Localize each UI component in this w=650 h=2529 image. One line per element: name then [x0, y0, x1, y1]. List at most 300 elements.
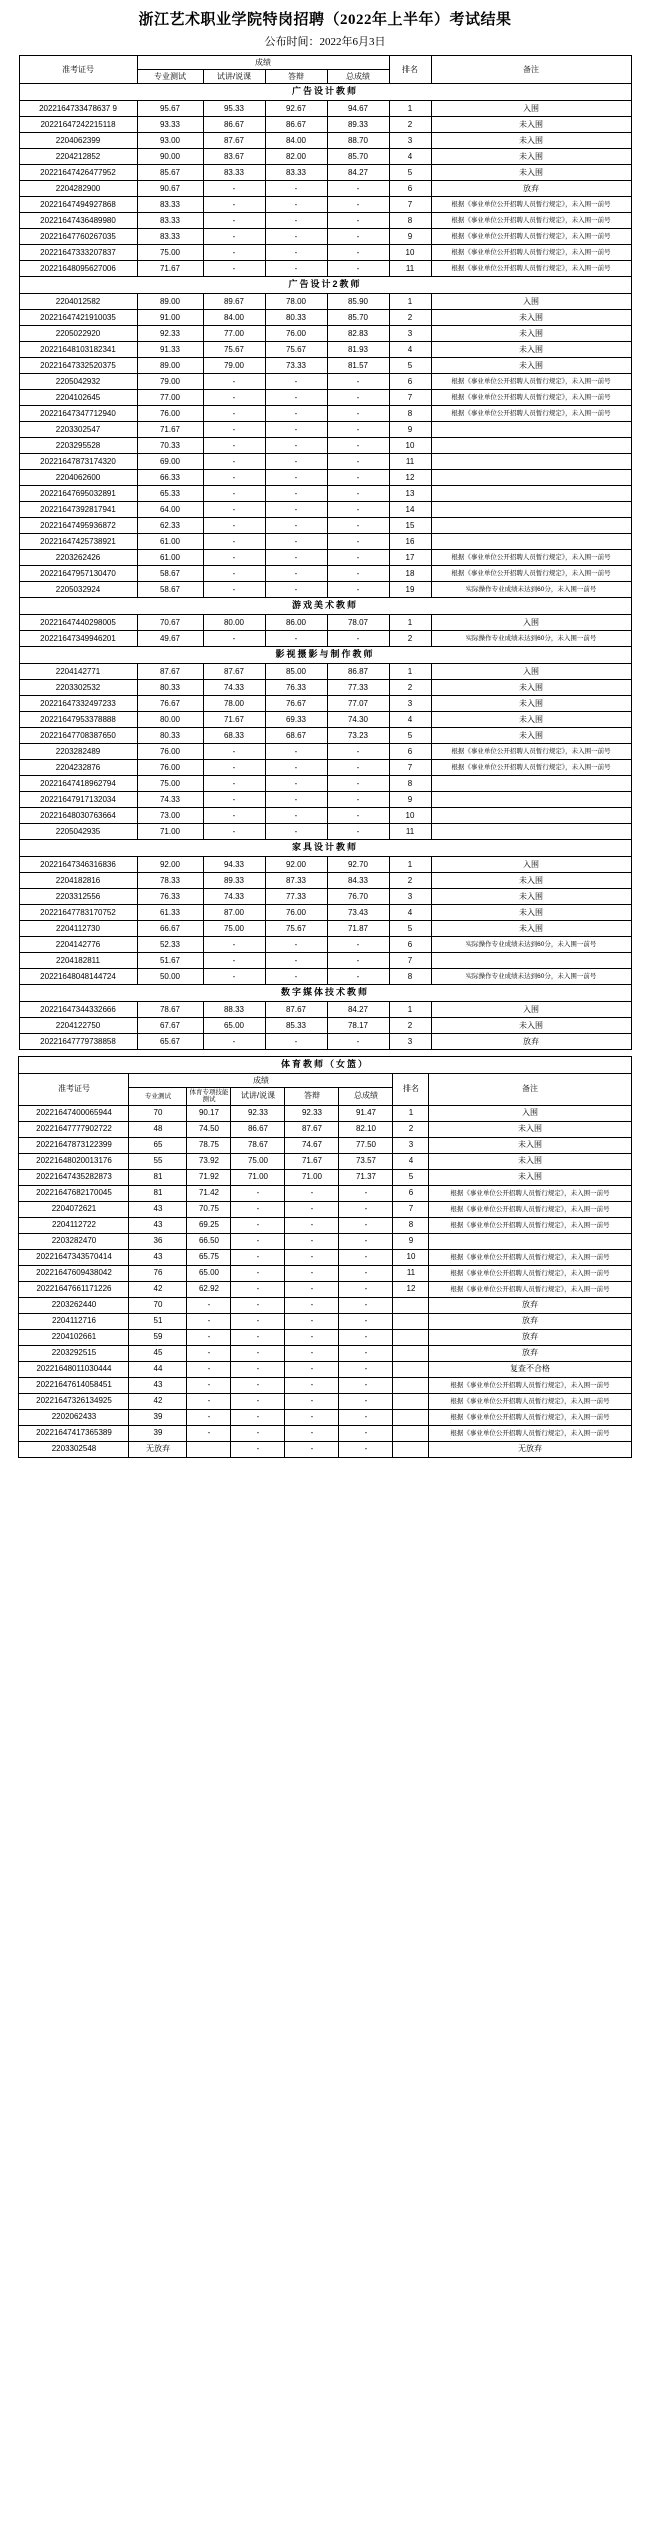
cell-id: 2203312556: [19, 889, 137, 905]
pe-table-header: [19, 1057, 631, 1106]
cell-rank: 8: [389, 969, 431, 985]
cell-answer: -: [285, 1297, 339, 1313]
cell-answer: -: [265, 582, 327, 598]
cell-answer: -: [265, 1034, 327, 1050]
cell-professional: 73.00: [137, 808, 203, 824]
cell-id: 20221647873122399: [19, 1137, 129, 1153]
cell-total: -: [327, 374, 389, 390]
cell-trial: 83.67: [203, 149, 265, 165]
cell-answer: -: [285, 1441, 339, 1457]
section-title: 游戏美术教师: [19, 598, 631, 615]
cell-professional: 65.33: [137, 486, 203, 502]
cell-note: 根据《事业单位公开招聘人员暂行规定》，未入围一前号: [431, 374, 631, 390]
table-row: [19, 744, 631, 760]
cell-id: 20221647435282873: [19, 1169, 129, 1185]
cell-trial: 92.33: [231, 1105, 285, 1121]
table-row: [19, 390, 631, 406]
section-header-row: [19, 985, 631, 1002]
cell-total: 94.67: [327, 101, 389, 117]
cell-trial: -: [231, 1409, 285, 1425]
cell-id: 20221647917132034: [19, 792, 137, 808]
cell-answer: 82.00: [265, 149, 327, 165]
table-row: [19, 664, 631, 680]
cell-note: 根据《事业单位公开招聘人员暂行规定》，未入围一前号: [429, 1265, 631, 1281]
cell-rank: 4: [389, 342, 431, 358]
cell-answer: -: [285, 1265, 339, 1281]
cell-trial: 78.67: [231, 1137, 285, 1153]
cell-id: 20221648048144724: [19, 969, 137, 985]
cell-answer: -: [265, 390, 327, 406]
cell-skill: 74.50: [187, 1121, 231, 1137]
cell-professional: 91.00: [137, 310, 203, 326]
pe-results-table: [18, 1056, 631, 1458]
cell-professional: 39: [129, 1409, 187, 1425]
cell-rank: 7: [389, 197, 431, 213]
cell-rank: 3: [389, 889, 431, 905]
cell-id: 2203302548: [19, 1441, 129, 1457]
cell-trial: -: [231, 1217, 285, 1233]
cell-id: 20221647661171226: [19, 1281, 129, 1297]
cell-answer: -: [265, 261, 327, 277]
cell-rank: 5: [389, 728, 431, 744]
cell-trial: -: [203, 760, 265, 776]
cell-trial: -: [203, 792, 265, 808]
cell-rank: 4: [389, 712, 431, 728]
cell-answer: -: [265, 792, 327, 808]
cell-note: 未入围: [429, 1169, 631, 1185]
table-row: [19, 808, 631, 824]
cell-rank: 2: [389, 680, 431, 696]
cell-id: 20221648011030444: [19, 1361, 129, 1377]
cell-trial: 80.00: [203, 615, 265, 631]
cell-rank: 9: [393, 1233, 429, 1249]
cell-trial: -: [203, 969, 265, 985]
cell-answer: -: [265, 744, 327, 760]
col-score-group: 成绩: [129, 1074, 393, 1088]
cell-professional: 78.33: [137, 873, 203, 889]
cell-rank: 9: [389, 792, 431, 808]
cell-skill: -: [187, 1329, 231, 1345]
cell-total: -: [327, 454, 389, 470]
cell-rank: [393, 1297, 429, 1313]
cell-id: 20221647421910035: [19, 310, 137, 326]
table-row: [19, 905, 631, 921]
cell-trial: -: [203, 582, 265, 598]
cell-note: 放弃: [429, 1297, 631, 1313]
cell-trial: -: [203, 213, 265, 229]
cell-professional: 65: [129, 1137, 187, 1153]
cell-rank: 8: [393, 1217, 429, 1233]
cell-answer: -: [285, 1313, 339, 1329]
table-row: [19, 1297, 631, 1313]
cell-note: 未入围: [431, 326, 631, 342]
cell-total: -: [327, 518, 389, 534]
cell-answer: 92.33: [285, 1105, 339, 1121]
cell-professional: 45: [129, 1345, 187, 1361]
cell-total: -: [339, 1217, 393, 1233]
cell-trial: -: [203, 808, 265, 824]
cell-id: 2204182816: [19, 873, 137, 889]
cell-answer: -: [265, 245, 327, 261]
cell-note: 复查不合格: [429, 1361, 631, 1377]
cell-id: 20221647344332666: [19, 1002, 137, 1018]
cell-id: 2205022920: [19, 326, 137, 342]
table-row: [19, 1137, 631, 1153]
table-row: [19, 1034, 631, 1050]
section-header-row: [19, 1057, 631, 1074]
cell-professional: 81: [129, 1185, 187, 1201]
cell-answer: 87.67: [285, 1121, 339, 1137]
cell-rank: 16: [389, 534, 431, 550]
cell-id: 2204112730: [19, 921, 137, 937]
table-row: [19, 1377, 631, 1393]
cell-professional: 80.33: [137, 728, 203, 744]
table-row: [19, 326, 631, 342]
cell-professional: 85.67: [137, 165, 203, 181]
cell-rank: 11: [389, 824, 431, 840]
cell-id: 2204142776: [19, 937, 137, 953]
cell-answer: -: [265, 566, 327, 582]
table-row: [19, 245, 631, 261]
cell-rank: 4: [393, 1153, 429, 1169]
table-row: [19, 615, 631, 631]
cell-total: -: [327, 808, 389, 824]
cell-trial: -: [231, 1185, 285, 1201]
col-rank: 排名: [393, 1074, 429, 1106]
cell-id: 20221647957130470: [19, 566, 137, 582]
cell-trial: -: [231, 1393, 285, 1409]
table-row: [19, 261, 631, 277]
cell-total: -: [339, 1393, 393, 1409]
cell-trial: 75.67: [203, 342, 265, 358]
cell-trial: 75.00: [203, 921, 265, 937]
cell-trial: 83.33: [203, 165, 265, 181]
table-row: [19, 101, 631, 117]
cell-rank: 11: [389, 261, 431, 277]
cell-total: -: [327, 824, 389, 840]
cell-total: -: [339, 1361, 393, 1377]
cell-rank: [393, 1425, 429, 1441]
cell-professional: 43: [129, 1249, 187, 1265]
table-row: [19, 1169, 631, 1185]
table-row: [19, 117, 631, 133]
table-row: [19, 1002, 631, 1018]
cell-total: 84.27: [327, 165, 389, 181]
cell-professional: 81: [129, 1169, 187, 1185]
cell-note: 实际操作专业成绩未达到60分，未入围一前号: [431, 969, 631, 985]
cell-id: 2203302547: [19, 422, 137, 438]
table-row: [19, 1201, 631, 1217]
cell-professional: 66.33: [137, 470, 203, 486]
cell-trial: -: [203, 1034, 265, 1050]
cell-rank: 14: [389, 502, 431, 518]
cell-professional: 95.67: [137, 101, 203, 117]
cell-total: 85.90: [327, 294, 389, 310]
cell-total: 81.57: [327, 358, 389, 374]
cell-answer: -: [265, 181, 327, 197]
cell-professional: 87.67: [137, 664, 203, 680]
cell-note: 根据《事业单位公开招聘人员暂行规定》，未入围一前号: [431, 213, 631, 229]
col-id: 准考证号: [19, 1074, 129, 1106]
cell-professional: 76.00: [137, 406, 203, 422]
table-row: [19, 486, 631, 502]
cell-note: 未入围: [429, 1137, 631, 1153]
cell-professional: 43: [129, 1201, 187, 1217]
cell-trial: 65.00: [203, 1018, 265, 1034]
cell-note: 入围: [431, 857, 631, 873]
cell-professional: 83.33: [137, 229, 203, 245]
cell-skill: 90.17: [187, 1105, 231, 1121]
table-row: [19, 133, 631, 149]
cell-professional: 59: [129, 1329, 187, 1345]
cell-total: -: [327, 213, 389, 229]
cell-id: 2203262426: [19, 550, 137, 566]
cell-trial: -: [203, 937, 265, 953]
cell-id: 2204062399: [19, 133, 137, 149]
cell-note: 未入围: [431, 149, 631, 165]
cell-note: 未入围: [431, 712, 631, 728]
cell-professional: 71.67: [137, 422, 203, 438]
table-row: [19, 680, 631, 696]
cell-answer: 71.67: [285, 1153, 339, 1169]
cell-answer: -: [265, 229, 327, 245]
cell-rank: 6: [389, 937, 431, 953]
cell-answer: 78.00: [265, 294, 327, 310]
cell-professional: 51.67: [137, 953, 203, 969]
table-body: [19, 84, 631, 1050]
col-note: 备注: [429, 1074, 631, 1106]
cell-trial: -: [231, 1425, 285, 1441]
header-row-1: [19, 56, 631, 70]
col-total: 总成绩: [327, 70, 389, 84]
cell-answer: 69.33: [265, 712, 327, 728]
cell-answer: 92.67: [265, 101, 327, 117]
cell-note: 放弃: [431, 1034, 631, 1050]
table-row: [19, 857, 631, 873]
cell-total: 78.17: [327, 1018, 389, 1034]
cell-note: [431, 953, 631, 969]
cell-note: 未入围: [429, 1121, 631, 1137]
cell-rank: 10: [393, 1249, 429, 1265]
cell-note: 未入围: [431, 873, 631, 889]
cell-rank: 10: [389, 808, 431, 824]
cell-note: [431, 792, 631, 808]
cell-id: 2203302532: [19, 680, 137, 696]
cell-rank: 17: [389, 550, 431, 566]
cell-professional: 76.67: [137, 696, 203, 712]
cell-professional: 75.00: [137, 776, 203, 792]
cell-skill: -: [187, 1425, 231, 1441]
table-row: [19, 1217, 631, 1233]
cell-answer: -: [265, 213, 327, 229]
cell-professional: 79.00: [137, 374, 203, 390]
cell-note: [431, 824, 631, 840]
pe-table-body: [19, 1105, 631, 1457]
cell-rank: [393, 1345, 429, 1361]
cell-id: 2203282470: [19, 1233, 129, 1249]
cell-answer: -: [265, 197, 327, 213]
cell-rank: 6: [393, 1185, 429, 1201]
cell-trial: -: [203, 422, 265, 438]
cell-professional: 61.33: [137, 905, 203, 921]
cell-note: 根据《事业单位公开招聘人员暂行规定》，未入围一前号: [429, 1249, 631, 1265]
table-row: [19, 1233, 631, 1249]
cell-id: 20221647242215118: [19, 117, 137, 133]
cell-total: 73.23: [327, 728, 389, 744]
cell-answer: 86.67: [265, 117, 327, 133]
table-row: [19, 374, 631, 390]
cell-note: [431, 486, 631, 502]
col-professional: 专业测试: [137, 70, 203, 84]
cell-total: -: [327, 470, 389, 486]
table-row: [19, 406, 631, 422]
cell-answer: -: [285, 1281, 339, 1297]
cell-total: -: [327, 486, 389, 502]
cell-trial: -: [203, 229, 265, 245]
cell-trial: -: [231, 1281, 285, 1297]
cell-trial: -: [203, 518, 265, 534]
cell-professional: 69.00: [137, 454, 203, 470]
cell-id: 20221647426477952: [19, 165, 137, 181]
cell-id: 20221647418962794: [19, 776, 137, 792]
cell-note: [431, 776, 631, 792]
col-answer: 答辩: [285, 1088, 339, 1106]
cell-rank: 15: [389, 518, 431, 534]
cell-trial: 74.33: [203, 680, 265, 696]
cell-total: -: [327, 953, 389, 969]
cell-note: 根据《事业单位公开招聘人员暂行规定》，未入围一前号: [429, 1377, 631, 1393]
cell-total: 78.07: [327, 615, 389, 631]
cell-trial: -: [203, 390, 265, 406]
table-row: [19, 213, 631, 229]
cell-id: 20221647494927868: [19, 197, 137, 213]
section-title: 广告设计2教师: [19, 277, 631, 294]
cell-trial: -: [203, 502, 265, 518]
table-row: [19, 969, 631, 985]
section-title: 家具设计教师: [19, 840, 631, 857]
table-row: [19, 454, 631, 470]
col-skill: 体育专项技能测试: [187, 1088, 231, 1106]
cell-rank: 13: [389, 486, 431, 502]
cell-total: -: [339, 1329, 393, 1345]
cell-professional: 50.00: [137, 969, 203, 985]
cell-note: [431, 438, 631, 454]
cell-note: 未入围: [431, 117, 631, 133]
cell-answer: 87.33: [265, 873, 327, 889]
table-row: [19, 1345, 631, 1361]
cell-total: -: [339, 1185, 393, 1201]
cell-trial: 75.00: [231, 1153, 285, 1169]
section-header-row: [19, 84, 631, 101]
cell-trial: 88.33: [203, 1002, 265, 1018]
cell-note: 未入围: [431, 342, 631, 358]
cell-answer: -: [285, 1361, 339, 1377]
section-title: 体育教师（女篮）: [19, 1057, 631, 1074]
cell-id: 20221648030763664: [19, 808, 137, 824]
cell-total: 71.37: [339, 1169, 393, 1185]
cell-rank: 8: [389, 776, 431, 792]
cell-total: -: [327, 631, 389, 647]
cell-trial: 86.67: [203, 117, 265, 133]
cell-total: -: [339, 1425, 393, 1441]
cell-answer: 75.67: [265, 921, 327, 937]
cell-trial: -: [203, 245, 265, 261]
cell-professional: 61.00: [137, 550, 203, 566]
cell-rank: 18: [389, 566, 431, 582]
cell-rank: [393, 1377, 429, 1393]
cell-rank: 1: [389, 664, 431, 680]
cell-trial: 68.33: [203, 728, 265, 744]
cell-skill: 66.50: [187, 1233, 231, 1249]
cell-trial: 71.67: [203, 712, 265, 728]
col-trial: 试讲/说课: [231, 1088, 285, 1106]
cell-professional: 80.33: [137, 680, 203, 696]
cell-skill: 71.42: [187, 1185, 231, 1201]
cell-trial: 84.00: [203, 310, 265, 326]
cell-rank: 2: [389, 1018, 431, 1034]
table-row: [19, 550, 631, 566]
cell-professional: 76: [129, 1265, 187, 1281]
table-row: [19, 953, 631, 969]
table-row: [19, 824, 631, 840]
col-rank: 排名: [389, 56, 431, 84]
cell-rank: 7: [389, 953, 431, 969]
cell-rank: 2: [389, 873, 431, 889]
cell-professional: 43: [129, 1217, 187, 1233]
table-row: [19, 760, 631, 776]
col-id: 准考证号: [19, 56, 137, 84]
col-total: 总成绩: [339, 1088, 393, 1106]
cell-rank: 11: [393, 1265, 429, 1281]
cell-rank: 1: [389, 294, 431, 310]
cell-id: 2203295528: [19, 438, 137, 454]
section-title: 广告设计教师: [19, 84, 631, 101]
cell-skill: 65.75: [187, 1249, 231, 1265]
cell-trial: 94.33: [203, 857, 265, 873]
cell-answer: -: [265, 470, 327, 486]
cell-skill: -: [187, 1313, 231, 1329]
cell-note: 入围: [431, 664, 631, 680]
cell-rank: 7: [389, 390, 431, 406]
cell-professional: 83.33: [137, 213, 203, 229]
cell-professional: 76.00: [137, 744, 203, 760]
pe-results-table-wrapper: [0, 1056, 650, 1458]
table-row: [19, 534, 631, 550]
section-header-row: [19, 647, 631, 664]
cell-note: 未入围: [431, 680, 631, 696]
cell-total: -: [339, 1377, 393, 1393]
cell-answer: 75.67: [265, 342, 327, 358]
cell-trial: -: [231, 1441, 285, 1457]
cell-note: 根据《事业单位公开招聘人员暂行规定》，未入围一前号: [429, 1393, 631, 1409]
cell-id: 20221647495936872: [19, 518, 137, 534]
cell-note: [429, 1233, 631, 1249]
cell-skill: 70.75: [187, 1201, 231, 1217]
cell-trial: -: [231, 1233, 285, 1249]
cell-id: 2204142771: [19, 664, 137, 680]
cell-trial: -: [203, 454, 265, 470]
table-row: [19, 937, 631, 953]
cell-answer: -: [265, 534, 327, 550]
cell-professional: 70.33: [137, 438, 203, 454]
cell-professional: 80.00: [137, 712, 203, 728]
table-row: [19, 518, 631, 534]
table-row: [19, 1281, 631, 1297]
cell-rank: 1: [389, 101, 431, 117]
cell-professional: 83.33: [137, 197, 203, 213]
cell-total: -: [339, 1249, 393, 1265]
table-row: [19, 1018, 631, 1034]
